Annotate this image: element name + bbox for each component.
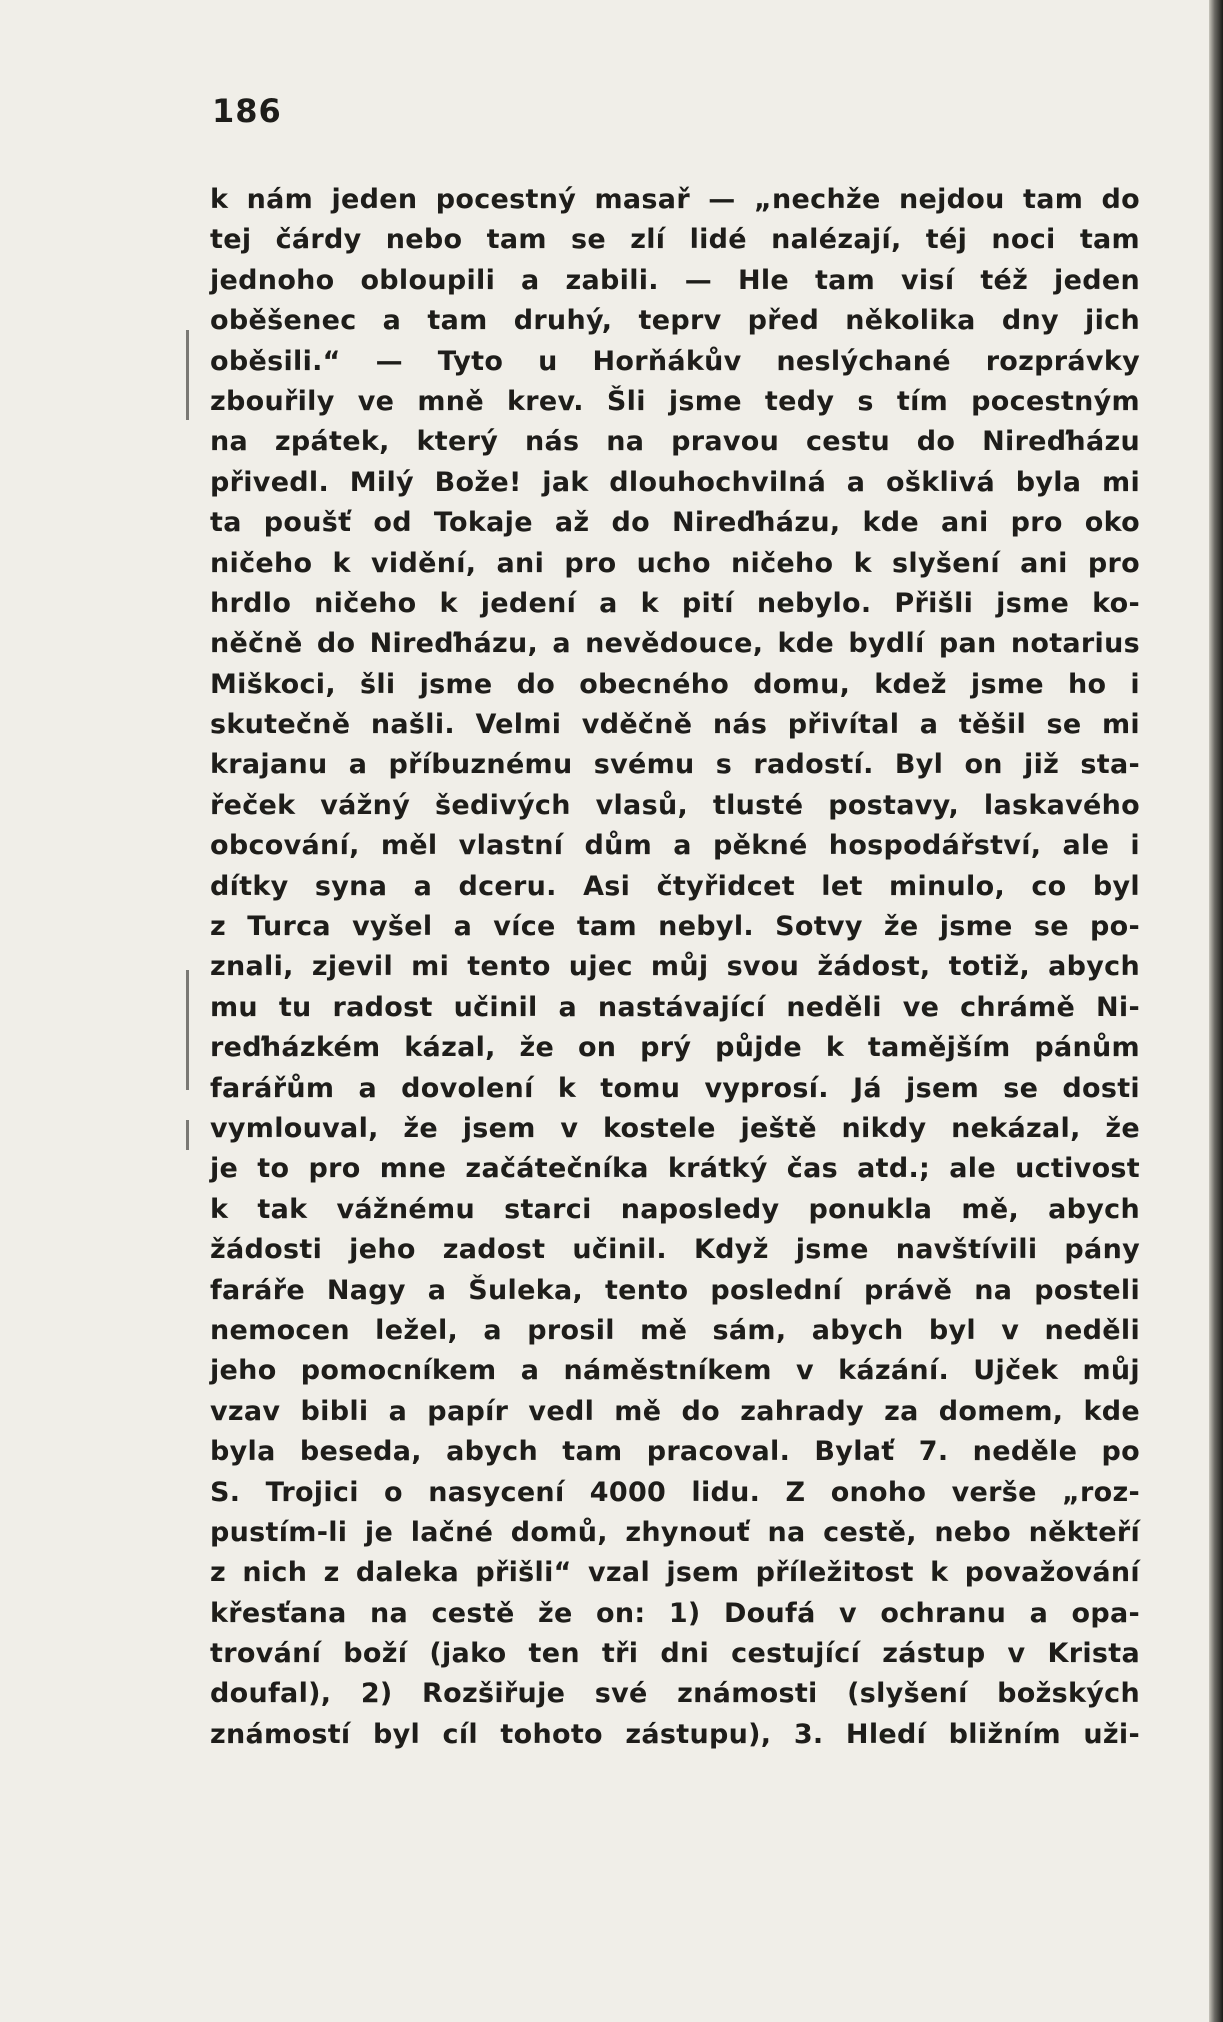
text-line: trování boží (jako ten tři dni cestující zástup v Krista xyxy=(210,1638,1140,1670)
text-line: znali, zjevil mi tento ujec můj svou žádost, totiž, abych xyxy=(210,951,1140,983)
text-line: oběsili.“ — Tyto u Horňákův neslýchané rozprávky xyxy=(210,345,1140,377)
text-line: žádosti jeho zadost učinil. Když jsme navštívili pány xyxy=(210,1234,1140,1266)
text-line: faráře Nagy a Šuleka, tento poslední právě na posteli xyxy=(210,1274,1140,1306)
text-line: něčně do Nireďházu, a nevědouce, kde bydlí pan notarius xyxy=(210,628,1140,660)
text-line: tej čárdy nebo tam se zlí lidé nalézají, téj noci tam xyxy=(210,224,1140,256)
margin-mark xyxy=(186,1120,189,1150)
text-line: krajanu a příbuznému svému s radostí. Byl on již sta- xyxy=(210,749,1140,781)
text-line: křesťana na cestě že on: 1) Doufá v ochranu a opa- xyxy=(210,1597,1140,1629)
page-number: 186 xyxy=(212,92,282,130)
text-line: přivedl. Milý Bože! jak dlouhochvilná a ošklivá byla mi xyxy=(210,466,1140,498)
text-line: je to pro mne začátečníka krátký čas atd.; ale uctivost xyxy=(210,1153,1140,1185)
page-edge-shadow xyxy=(1209,0,1223,2022)
text-line: doufal), 2) Rozšiřuje své známosti (slyšení božských xyxy=(210,1678,1140,1710)
text-line: jeho pomocníkem a náměstníkem v kázání. Ujček můj xyxy=(210,1355,1140,1387)
text-line: na zpátek, který nás na pravou cestu do Nireďházu xyxy=(210,426,1140,458)
text-line: oběšenec a tam druhý, teprv před několika dny jich xyxy=(210,305,1140,337)
text-line: z Turca vyšel a více tam nebyl. Sotvy že jsme se po- xyxy=(210,911,1140,943)
body-text xyxy=(210,180,1140,1755)
margin-mark xyxy=(186,330,189,420)
text-line: známostí byl cíl tohoto zástupu), 3. Hledí bližním uži- xyxy=(210,1718,1140,1750)
margin-mark xyxy=(186,970,189,1090)
text-line: k tak vážnému starci naposledy ponukla mě, abych xyxy=(210,1193,1140,1225)
text-line: skutečně našli. Velmi vděčně nás přivítal a těšil se mi xyxy=(210,709,1140,741)
text-line: hrdlo ničeho k jedení a k pití nebylo. Přišli jsme ko- xyxy=(210,587,1140,619)
text-line: zbouřily ve mně krev. Šli jsme tedy s tím pocestným xyxy=(210,385,1140,417)
text-line: jednoho obloupili a zabili. — Hle tam visí též jeden xyxy=(210,264,1140,296)
text-line: ta poušť od Tokaje až do Nireďházu, kde ani pro oko xyxy=(210,507,1140,539)
text-line: pustím-li je lačné domů, zhynouť na cestě, nebo někteří xyxy=(210,1516,1140,1548)
text-line: obcování, měl vlastní dům a pěkné hospodářství, ale i xyxy=(210,830,1140,862)
text-line: z nich z daleka přišli“ vzal jsem příležitost k považování xyxy=(210,1557,1140,1589)
text-line: S. Trojici o nasycení 4000 lidu. Z onoho verše „roz- xyxy=(210,1476,1140,1508)
text-line: mu tu radost učinil a nastávající neděli ve chrámě Ni- xyxy=(210,991,1140,1023)
text-line: řeček vážný šedivých vlasů, tlusté postavy, laskavého xyxy=(210,789,1140,821)
text-line: reďházkém kázal, že on prý půjde k tamějším pánům xyxy=(210,1032,1140,1064)
text-line: k nám jeden pocestný masař — „nechže nejdou tam do xyxy=(210,184,1140,215)
text-line: farářům a dovolení k tomu vyprosí. Já jsem se dosti xyxy=(210,1072,1140,1104)
text-line: vymlouval, že jsem v kostele ještě nikdy nekázal, že xyxy=(210,1112,1140,1144)
text-line: Miškoci, šli jsme do obecného domu, kdež jsme ho i xyxy=(210,668,1140,700)
text-line: byla beseda, abych tam pracoval. Bylať 7. neděle po xyxy=(210,1436,1140,1468)
text-line: nemocen ležel, a prosil mě sám, abych byl v neděli xyxy=(210,1314,1140,1346)
text-line: vzav bibli a papír vedl mě do zahrady za domem, kde xyxy=(210,1395,1140,1427)
text-line: dítky syna a dceru. Asi čtyřidcet let minulo, co byl xyxy=(210,870,1140,902)
text-line: ničeho k vidění, ani pro ucho ničeho k slyšení ani pro xyxy=(210,547,1140,579)
